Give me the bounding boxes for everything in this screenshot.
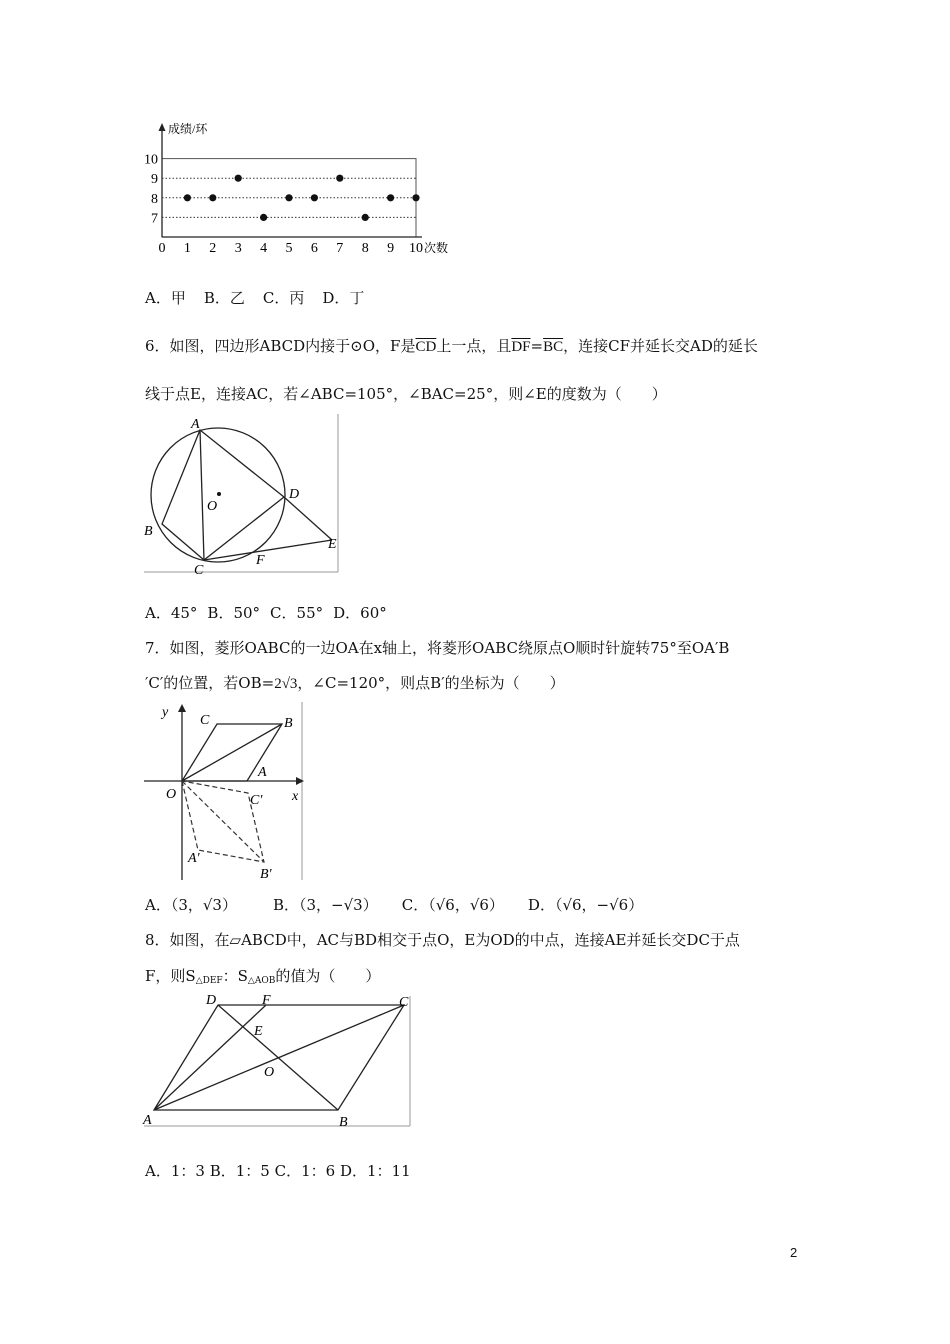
q5-option-b[interactable]: B．乙 [203,289,245,307]
q8-parallelogram-figure [142,994,414,1130]
q6-option-d[interactable]: D．60° [333,604,387,622]
chart-point-5 [285,194,292,201]
q8-text-c: 的值为（ ） [275,967,381,985]
chart-x-tick-label-6: 6 [310,241,318,256]
q8-label-e: E [254,1024,263,1039]
q7-line1: 7．如图，菱形OABC的一边OA在x轴上，将菱形OABC绕原点O顺时针旋转75°至OA′B [145,639,730,657]
q8-option-d[interactable]: D．1：11 [339,1162,411,1180]
q6-eq: = [530,337,544,355]
q8-line2 [145,966,380,991]
q8-sub-aob: △AOB [247,976,276,986]
q7-label-c: C [200,713,210,728]
q6-option-a[interactable]: A．45° [145,604,198,622]
chart-point-9 [387,194,394,201]
chart-x-tick-label-3: 3 [234,241,242,256]
chart-x-tick-label-8: 8 [361,241,369,256]
q7-diagonal-ob [182,724,282,781]
chart-y-tick-label-7: 7 [151,211,158,227]
chart-y-axis-label: 成绩/环 [168,122,208,136]
q6-line1 [145,336,758,357]
q8-sub-def: △DEF [195,976,223,986]
q5-option-a[interactable]: A．甲 [145,289,186,307]
q6-option-c[interactable]: C．55° [270,604,324,622]
q7-ob-value: 2√3 [274,676,298,692]
q7-label-a-prime: A′ [188,851,200,866]
q7-x-arrow [296,777,304,785]
q6-text-a: 6．如图，四边形ABCD内接于⊙O，F是 [145,337,416,355]
chart-point-6 [311,194,318,201]
chart-x-tick-label-2: 2 [209,241,217,256]
chart-x-tick-label-9: 9 [387,241,395,256]
q7-rhombus-figure [142,700,312,882]
q7-label-o: O [166,787,177,802]
q6-line2: 线于点E，连接AC，若∠ABC=105°，∠BAC=25°，则∠E的度数为（ ） [145,385,667,403]
q8-text-a: F，则S [145,967,196,985]
q8-label-a: A [143,1113,152,1128]
q8-diagonal-bd [218,1005,338,1110]
chart-x-tick-label-7: 7 [336,241,344,256]
q7-label-c-prime: C′ [250,793,263,808]
q8-label-f: F [262,994,271,1008]
q5-option-d[interactable]: D．丁 [322,289,365,307]
q6-line-de [284,497,332,540]
chart-x-tick-label-10: 10 [409,241,423,256]
chart-x-axis-label: 次数 [424,241,449,255]
q7-options [145,895,661,915]
q6-options [145,603,405,623]
chart-x-tick-label-5: 5 [285,241,293,256]
q8-options [145,1161,411,1181]
q8-label-o: O [264,1065,275,1080]
q6-label-b: B [144,524,153,539]
q5-options [145,288,382,308]
q8-option-a[interactable]: A．1：3 [145,1162,205,1180]
q7-text-a: ′C′的位置，若OB= [145,674,275,692]
q6-label-o: O [207,499,218,514]
q8-line-af [154,1005,266,1110]
q8-option-b[interactable]: B．1：5 [209,1162,270,1180]
score-scatter-chart [138,120,468,260]
q8-label-b: B [339,1115,348,1130]
chart-point-7 [336,175,343,182]
q6-text-b: 上一点，且 [436,337,512,355]
q7-label-a: A [258,765,267,780]
q7-option-a[interactable]: A．（3，√3） [145,896,237,914]
q7-option-d[interactable]: D．（√6，−√6） [527,896,644,914]
q8-text-b: ：S [222,967,248,985]
chart-point-1 [184,194,191,201]
q8-label-d: D [206,994,217,1008]
q6-label-a: A [191,417,200,432]
q6-label-c: C [194,563,204,574]
q6-arc-cd: $\overline{CD}$ [415,339,437,355]
q6-quadrilateral [162,430,284,560]
q6-label-d: D [289,487,300,502]
q6-circle-figure [142,412,342,574]
q7-label-b-prime: B′ [260,867,272,882]
chart-y-tick-label-8: 8 [151,191,158,207]
chart-point-4 [260,214,267,221]
chart-point-10 [412,194,419,201]
q8-line1: 8．如图，在▱ABCD中，AC与BD相交于点O，E为OD的中点，连接AE并延长交DC于点 [145,931,740,949]
q6-arc-bc: $\overline{BC}$ [543,339,564,355]
q8-label-c: C [399,995,409,1010]
q7-line2 [145,673,565,694]
chart-point-8 [362,214,369,221]
q5-option-c[interactable]: C．丙 [262,289,305,307]
q6-text-c: ，连接CF并延长交AD的延长 [563,337,758,355]
q6-label-e: E [328,537,337,552]
q7-option-c[interactable]: C．（√6，√6） [401,896,504,914]
chart-y-tick-label-9: 9 [151,172,158,188]
q7-option-b[interactable]: B．（3，−√3） [272,896,378,914]
chart-point-3 [235,175,242,182]
q6-label-f: F [256,553,265,568]
q7-label-y: y [162,705,169,720]
q8-option-c[interactable]: C．1：6 [274,1162,336,1180]
q6-arc-df: $\overline{DF}$ [511,339,531,355]
page-number: 2 [790,1245,798,1260]
q8-diagonal-ac [154,1005,404,1110]
q7-label-x: x [292,789,299,804]
q7-label-b: B [284,716,293,731]
q6-diagonal-ac [200,430,204,560]
q6-line-ce [204,540,332,560]
chart-point-2 [209,194,216,201]
chart-x-tick-label-1: 1 [183,241,191,256]
chart-y-arrow [159,123,166,131]
chart-x-tick-label-0: 0 [158,241,166,256]
chart-y-tick-label-10: 10 [144,152,158,168]
q6-center-dot [217,492,221,496]
q6-option-b[interactable]: B．50° [207,604,261,622]
q7-y-arrow [178,704,186,712]
chart-x-tick-label-4: 4 [260,241,268,256]
q7-text-b: ，∠C=120°，则点B′的坐标为（ ） [297,674,565,692]
